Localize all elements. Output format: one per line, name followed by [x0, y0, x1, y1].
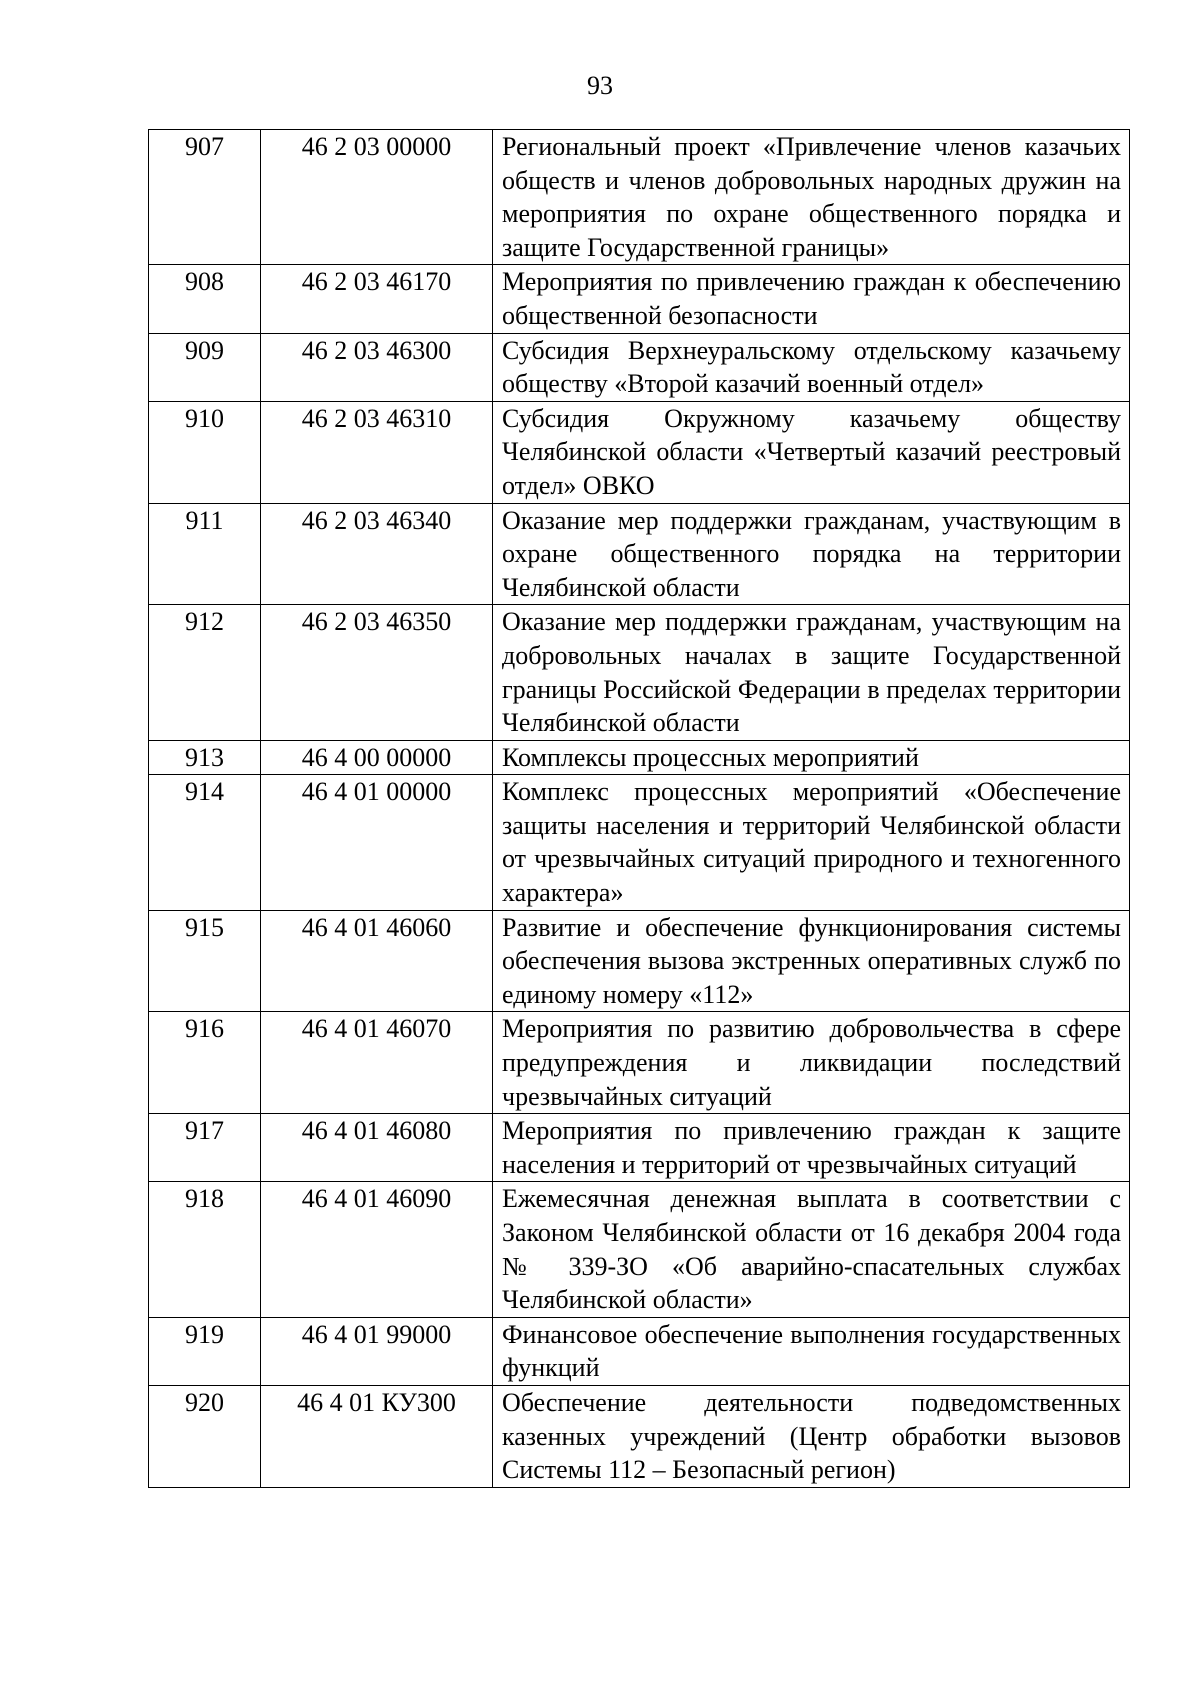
table-row	[149, 1182, 1130, 1317]
table-row	[149, 265, 1130, 333]
row-description: Комплекс процессных мероприятий «Обеспечение защиты населения и территорий Челябинской области от чрезвычайных ситуаций природного и техногенного характера»	[493, 775, 1130, 910]
row-number: 910	[149, 401, 261, 503]
row-description: Оказание мер поддержки гражданам, участвующим в охране общественного порядка на территории Челябинской области	[493, 503, 1130, 605]
row-number: 907	[149, 130, 261, 265]
row-description: Финансовое обеспечение выполнения государственных функций	[493, 1317, 1130, 1385]
row-description: Оказание мер поддержки гражданам, участвующим на добровольных началах в защите Государственной границы Российской Федерации в пределах территории Челябинской области	[493, 605, 1130, 740]
table-row	[149, 910, 1130, 1012]
row-description: Комплексы процессных мероприятий	[493, 740, 1130, 775]
table-row	[149, 1317, 1130, 1385]
budget-code: 46 2 03 46310	[261, 401, 493, 503]
row-number: 916	[149, 1012, 261, 1114]
budget-code-table	[148, 129, 1130, 1488]
row-description: Субсидия Верхнеуральскому отдельскому казачьему обществу «Второй казачий военный отдел»	[493, 333, 1130, 401]
budget-code: 46 2 03 46300	[261, 333, 493, 401]
table-row	[149, 775, 1130, 910]
budget-code: 46 4 01 99000	[261, 1317, 493, 1385]
budget-code: 46 4 01 46070	[261, 1012, 493, 1114]
row-number: 909	[149, 333, 261, 401]
row-number: 912	[149, 605, 261, 740]
table-row	[149, 401, 1130, 503]
budget-code: 46 4 01 46060	[261, 910, 493, 1012]
row-description: Мероприятия по привлечению граждан к защите населения и территорий от чрезвычайных ситуаций	[493, 1114, 1130, 1182]
table-row	[149, 1012, 1130, 1114]
row-description: Ежемесячная денежная выплата в соответствии с Законом Челябинской области от 16 декабря 2004 года № 339-ЗО «Об аварийно-спасательных службах Челябинской области»	[493, 1182, 1130, 1317]
row-number: 913	[149, 740, 261, 775]
table-row	[149, 740, 1130, 775]
table-row	[149, 1385, 1130, 1487]
row-number: 918	[149, 1182, 261, 1317]
table-row	[149, 1114, 1130, 1182]
row-number: 911	[149, 503, 261, 605]
row-number: 919	[149, 1317, 261, 1385]
row-number: 917	[149, 1114, 261, 1182]
row-description: Развитие и обеспечение функционирования системы обеспечения вызова экстренных оперативных служб по единому номеру «112»	[493, 910, 1130, 1012]
row-description: Мероприятия по развитию добровольчества в сфере предупреждения и ликвидации последствий чрезвычайных ситуаций	[493, 1012, 1130, 1114]
budget-code: 46 4 01 46090	[261, 1182, 493, 1317]
budget-code: 46 2 03 00000	[261, 130, 493, 265]
row-description: Мероприятия по привлечению граждан к обеспечению общественной безопасности	[493, 265, 1130, 333]
budget-code: 46 2 03 46350	[261, 605, 493, 740]
budget-code: 46 2 03 46170	[261, 265, 493, 333]
budget-code: 46 2 03 46340	[261, 503, 493, 605]
table-row	[149, 503, 1130, 605]
row-number: 914	[149, 775, 261, 910]
table-row	[149, 605, 1130, 740]
page-number: 93	[587, 71, 613, 100]
budget-code: 46 4 01 00000	[261, 775, 493, 910]
row-description: Региональный проект «Привлечение членов казачьих обществ и членов добровольных народных дружин на мероприятия по охране общественного порядка и защите Государственной границы»	[493, 130, 1130, 265]
row-number: 915	[149, 910, 261, 1012]
budget-code: 46 4 01 КУ300	[261, 1385, 493, 1487]
row-description: Субсидия Окружному казачьему обществу Челябинской области «Четвертый казачий реестровый отдел» ОВКО	[493, 401, 1130, 503]
budget-code: 46 4 01 46080	[261, 1114, 493, 1182]
row-description: Обеспечение деятельности подведомственных казенных учреждений (Центр обработки вызовов Системы 112 – Безопасный регион)	[493, 1385, 1130, 1487]
row-number: 920	[149, 1385, 261, 1487]
budget-code: 46 4 00 00000	[261, 740, 493, 775]
row-number: 908	[149, 265, 261, 333]
table-row	[149, 333, 1130, 401]
table-row	[149, 130, 1130, 265]
